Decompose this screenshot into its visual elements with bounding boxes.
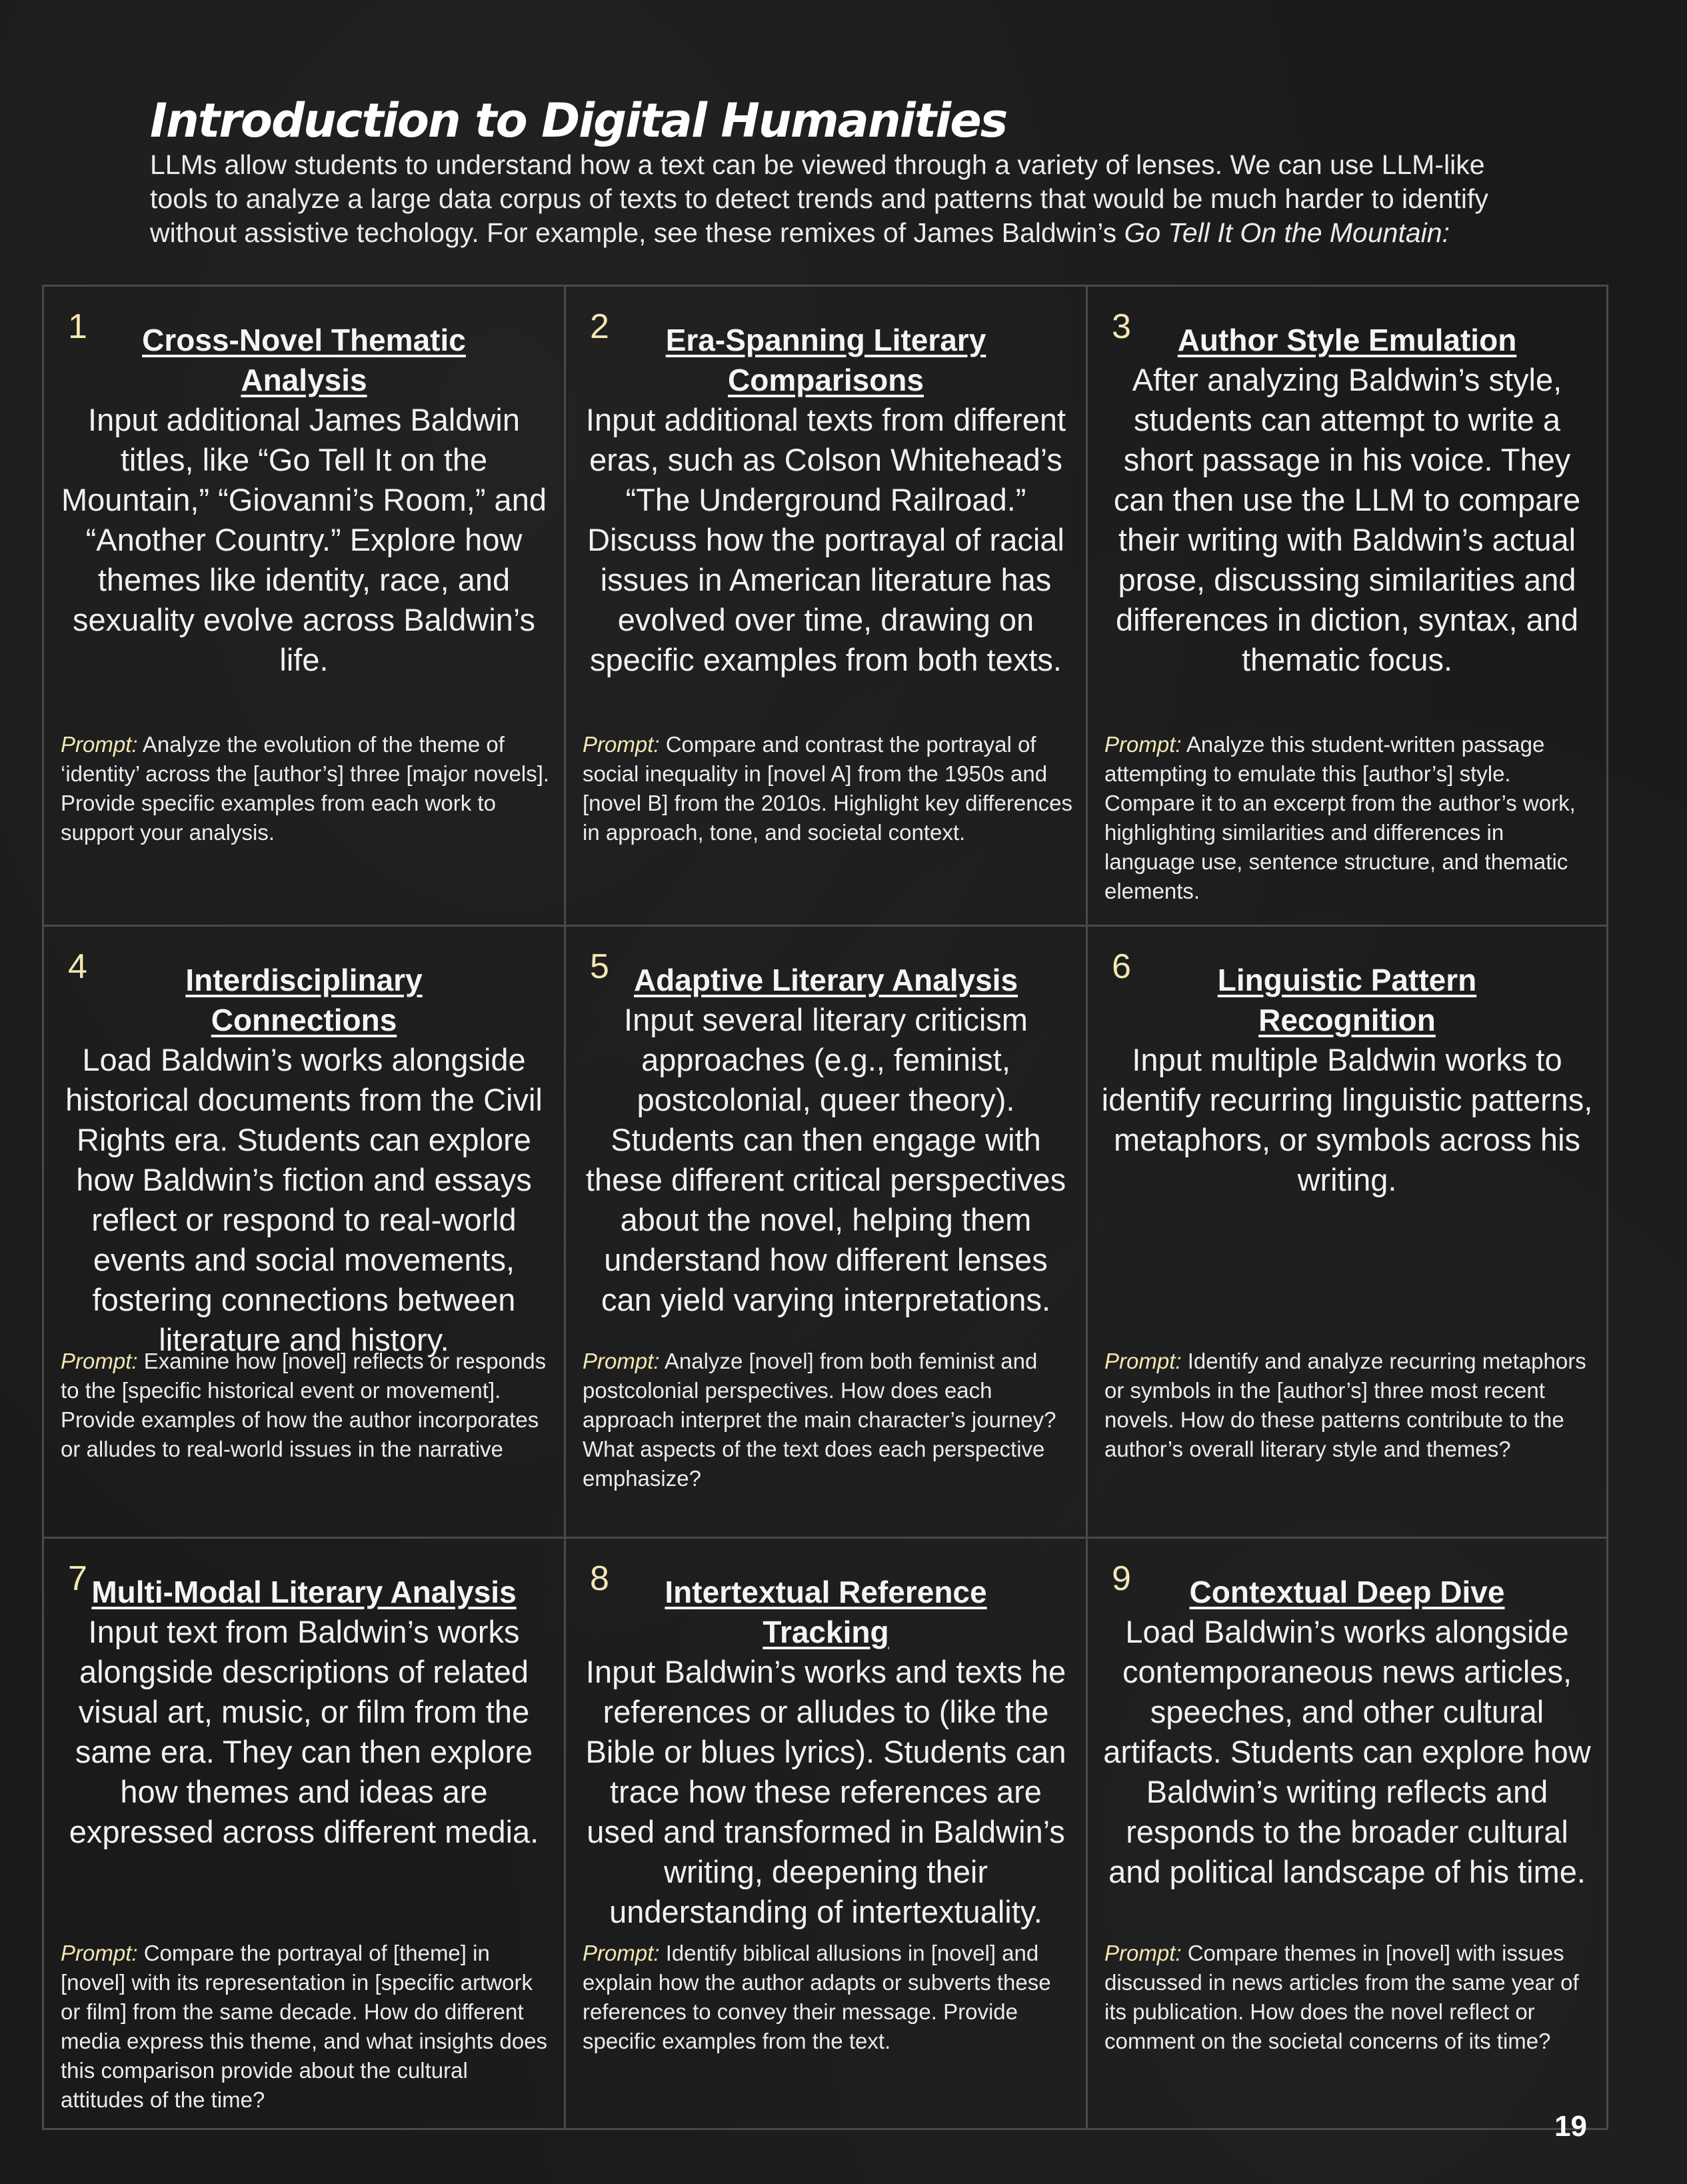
page-number: 19	[1554, 2110, 1587, 2143]
card-title: Author Style Emulation	[1177, 323, 1517, 357]
activity-card	[566, 927, 1088, 1539]
card-title: Contextual Deep Dive	[1189, 1575, 1505, 1609]
card-prompt	[583, 1347, 1072, 1493]
card-prompt	[583, 1939, 1072, 2056]
card-prompt	[1104, 1347, 1593, 1464]
activity-grid	[42, 285, 1608, 2130]
page-title: Introduction to Digital Humanities	[150, 93, 1007, 148]
prompt-text: Compare and contrast the portrayal of social inequality in [novel A] from the 1950s and [novel B] from the 2010s. Highlight key differences in approach, tone, and societal context.	[583, 732, 1072, 845]
prompt-label: Prompt:	[61, 1941, 138, 1965]
prompt-label: Prompt:	[1104, 1349, 1182, 1373]
card-title: Intertextual Reference Tracking	[665, 1575, 987, 1649]
prompt-text: Analyze this student-written passage attempting to emulate this [author’s] style. Compare it to an excerpt from the author’s work, highlighting similarities and differences in language use, sentence structure, and thematic elements.	[1104, 732, 1576, 903]
activity-card	[1088, 1539, 1606, 2128]
prompt-label: Prompt:	[61, 1349, 138, 1373]
card-title: Multi-Modal Literary Analysis	[91, 1575, 517, 1609]
card-title: Linguistic Pattern Recognition	[1217, 963, 1477, 1037]
card-number: 3	[1112, 307, 1131, 346]
card-prompt	[1104, 730, 1593, 906]
card-number: 6	[1112, 947, 1131, 986]
prompt-label: Prompt:	[583, 1349, 660, 1373]
activity-card	[44, 1539, 566, 2128]
card-title: Interdisciplinary Connections	[185, 963, 423, 1037]
intro-text: LLMs allow students to understand how a text can be viewed through a variety of lenses. We can use LLM-like tools to analyze a large data corpus of texts to detect trends and patterns that would be much harder to identify without assistive techology. For example, see these remixes of James Baldwin’s	[150, 149, 1488, 248]
card-body: Input multiple Baldwin works to identify recurring linguistic patterns, metaphors, or symbols across his writing.	[1101, 1042, 1593, 1197]
prompt-text: Compare themes in [novel] with issues discussed in news articles from the same year of its publication. How does the novel reflect or comment on the societal concerns of its time?	[1104, 1941, 1579, 2053]
card-number: 4	[68, 947, 87, 986]
prompt-label: Prompt:	[583, 732, 660, 757]
intro-paragraph	[150, 148, 1543, 250]
prompt-label: Prompt:	[1104, 1941, 1182, 1965]
prompt-text: Examine how [novel] reflects or responds to the [specific historical event or movement]. Provide examples of how the author incorporates or alludes to real-world issues in the narrative	[61, 1349, 547, 1461]
prompt-label: Prompt:	[1104, 732, 1182, 757]
prompt-text: Analyze [novel] from both feminist and postcolonial perspectives. How does each approach interpret the main character’s journey? What aspects of the text does each perspective emphasize?	[583, 1349, 1056, 1491]
prompt-text: Compare the portrayal of [theme] in [novel] with its representation in [specific artwork or film] from the same decade. How do different media express this theme, and what insights does this comparison provide about the cultural attitudes of the time?	[61, 1941, 548, 2112]
card-prompt	[61, 1939, 551, 2115]
activity-card	[44, 287, 566, 927]
card-body: Input several literary criticism approaches (e.g., feminist, postcolonial, queer theory). Students can then engage with these different critical perspectives about the novel, helping them understand how different lenses can yield varying interpretations.	[585, 1002, 1066, 1317]
card-number: 7	[68, 1559, 87, 1598]
card-number: 9	[1112, 1559, 1131, 1598]
activity-card	[566, 287, 1088, 927]
activity-card	[44, 927, 566, 1539]
activity-card	[1088, 287, 1606, 927]
card-body: Load Baldwin’s works alongside historical documents from the Civil Rights era. Students can explore how Baldwin’s fiction and essays reflect or respond to real-world events and social movements, fostering connections between literature and history.	[65, 1042, 543, 1357]
prompt-label: Prompt:	[61, 732, 138, 757]
card-prompt	[583, 730, 1072, 847]
card-title: Adaptive Literary Analysis	[633, 963, 1018, 997]
card-number: 5	[590, 947, 609, 986]
book-title: Go Tell It On the Mountain:	[1124, 217, 1450, 248]
card-title: Era-Spanning Literary Comparisons	[665, 323, 986, 397]
card-body: After analyzing Baldwin’s style, students can attempt to write a short passage in his voice. They can then use the LLM to compare their writing with Baldwin’s actual prose, discussing similarities and differences in diction, syntax, and thematic focus.	[1113, 362, 1581, 677]
prompt-text: Identify and analyze recurring metaphors or symbols in the [author’s] three most recent novels. How do these patterns contribute to the author’s overall literary style and themes?	[1104, 1349, 1586, 1461]
card-body: Input additional texts from different eras, such as Colson Whitehead’s “The Underground Railroad.” Discuss how the portrayal of racial issues in American literature has evolved over time, drawing on specific examples from both texts.	[585, 402, 1066, 677]
card-prompt	[61, 1347, 551, 1464]
prompt-label: Prompt:	[583, 1941, 660, 1965]
card-prompt	[1104, 1939, 1593, 2056]
card-body: Input Baldwin’s works and texts he references or alludes to (like the Bible or blues lyrics). Students can trace how these references are used and transformed in Baldwin’s writing, deepening their understanding of intertextuality.	[585, 1654, 1066, 1929]
card-title: Cross-Novel Thematic Analysis	[142, 323, 466, 397]
card-number: 8	[590, 1559, 609, 1598]
prompt-text: Identify biblical allusions in [novel] and explain how the author adapts or subverts these references to convey their message. Provide specific examples from the text.	[583, 1941, 1051, 2053]
card-number: 2	[590, 307, 609, 346]
card-body: Input text from Baldwin’s works alongside descriptions of related visual art, music, or film from the same era. They can then explore how themes and ideas are expressed across different media.	[69, 1614, 539, 1849]
card-body: Load Baldwin’s works alongside contemporaneous news articles, speeches, and other cultural artifacts. Students can explore how Baldwin’s writing reflects and responds to the broader cultural and political landscape of his time.	[1103, 1614, 1591, 1889]
card-body: Input additional James Baldwin titles, like “Go Tell It on the Mountain,” “Giovanni’s Room,” and “Another Country.” Explore how themes like identity, race, and sexuality evolve across Baldwin’s life.	[61, 402, 547, 677]
card-number: 1	[68, 307, 87, 346]
activity-card	[1088, 927, 1606, 1539]
activity-card	[566, 1539, 1088, 2128]
card-prompt	[61, 730, 551, 847]
prompt-text: Analyze the evolution of the theme of ‘identity’ across the [author’s] three [major novels]. Provide specific examples from each work to support your analysis.	[61, 732, 550, 845]
